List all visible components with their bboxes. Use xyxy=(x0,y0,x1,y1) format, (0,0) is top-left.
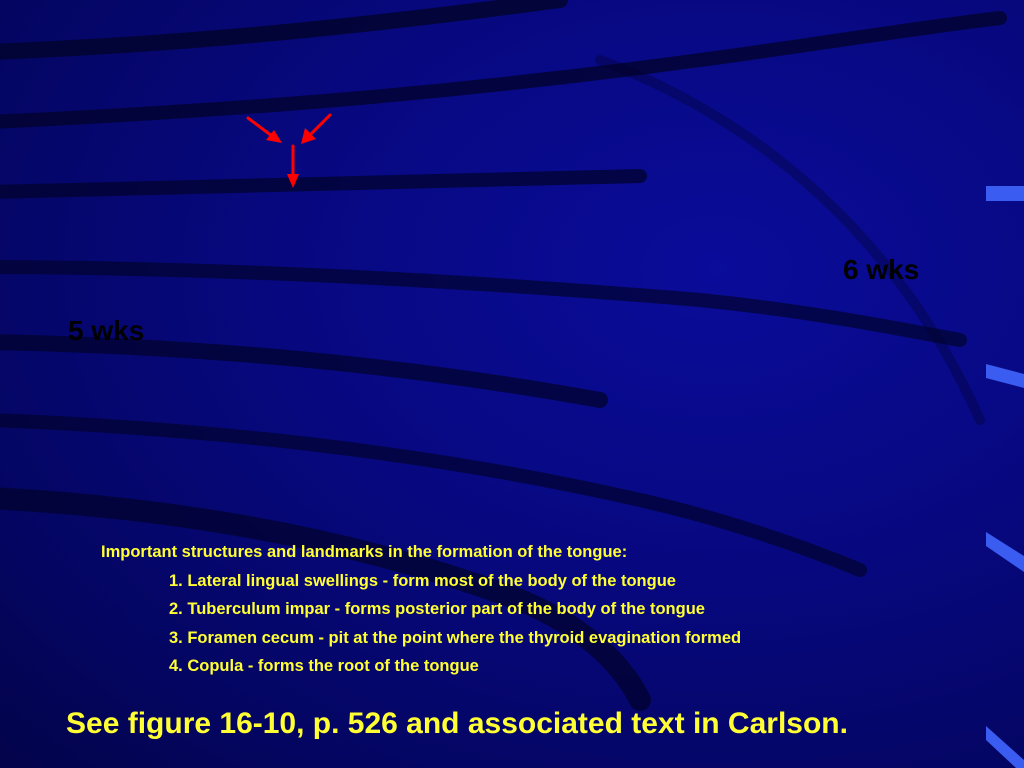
red-arrow-down-right-icon xyxy=(248,118,282,143)
six-weeks-label: 6 wks xyxy=(843,254,920,285)
tongue-structures-notes xyxy=(101,538,941,681)
background-stripe xyxy=(600,60,980,420)
notes-item-copula: 4. Copula - forms the root of the tongue xyxy=(169,657,479,675)
background-stripe xyxy=(0,176,640,192)
background-stripe xyxy=(0,342,600,400)
notes-item-foramen-cecum: 3. Foramen cecum - pit at the point where the thyroid evagination formed xyxy=(169,628,742,647)
background-stripe xyxy=(0,18,1000,122)
background-stripe xyxy=(0,0,560,52)
notes-heading: Important structures and landmarks in the formation of the tongue: xyxy=(101,543,628,561)
accent-tab xyxy=(986,364,1024,388)
accent-tab xyxy=(986,532,1024,572)
reference-citation: See figure 16-10, p. 526 and associated text in Carlson. xyxy=(66,707,848,740)
accent-tab xyxy=(986,726,1024,768)
notes-item-tuberculum-impar: 2. Tuberculum impar - forms posterior part of the body of the tongue xyxy=(169,600,705,618)
notes-item-lateral-lingual-swellings: 1. Lateral lingual swellings - form most of the body of the tongue xyxy=(169,571,676,590)
accent-tab xyxy=(986,186,1024,201)
five-weeks-label: 5 wks xyxy=(68,315,145,346)
red-arrow-down-left-icon xyxy=(301,115,330,144)
